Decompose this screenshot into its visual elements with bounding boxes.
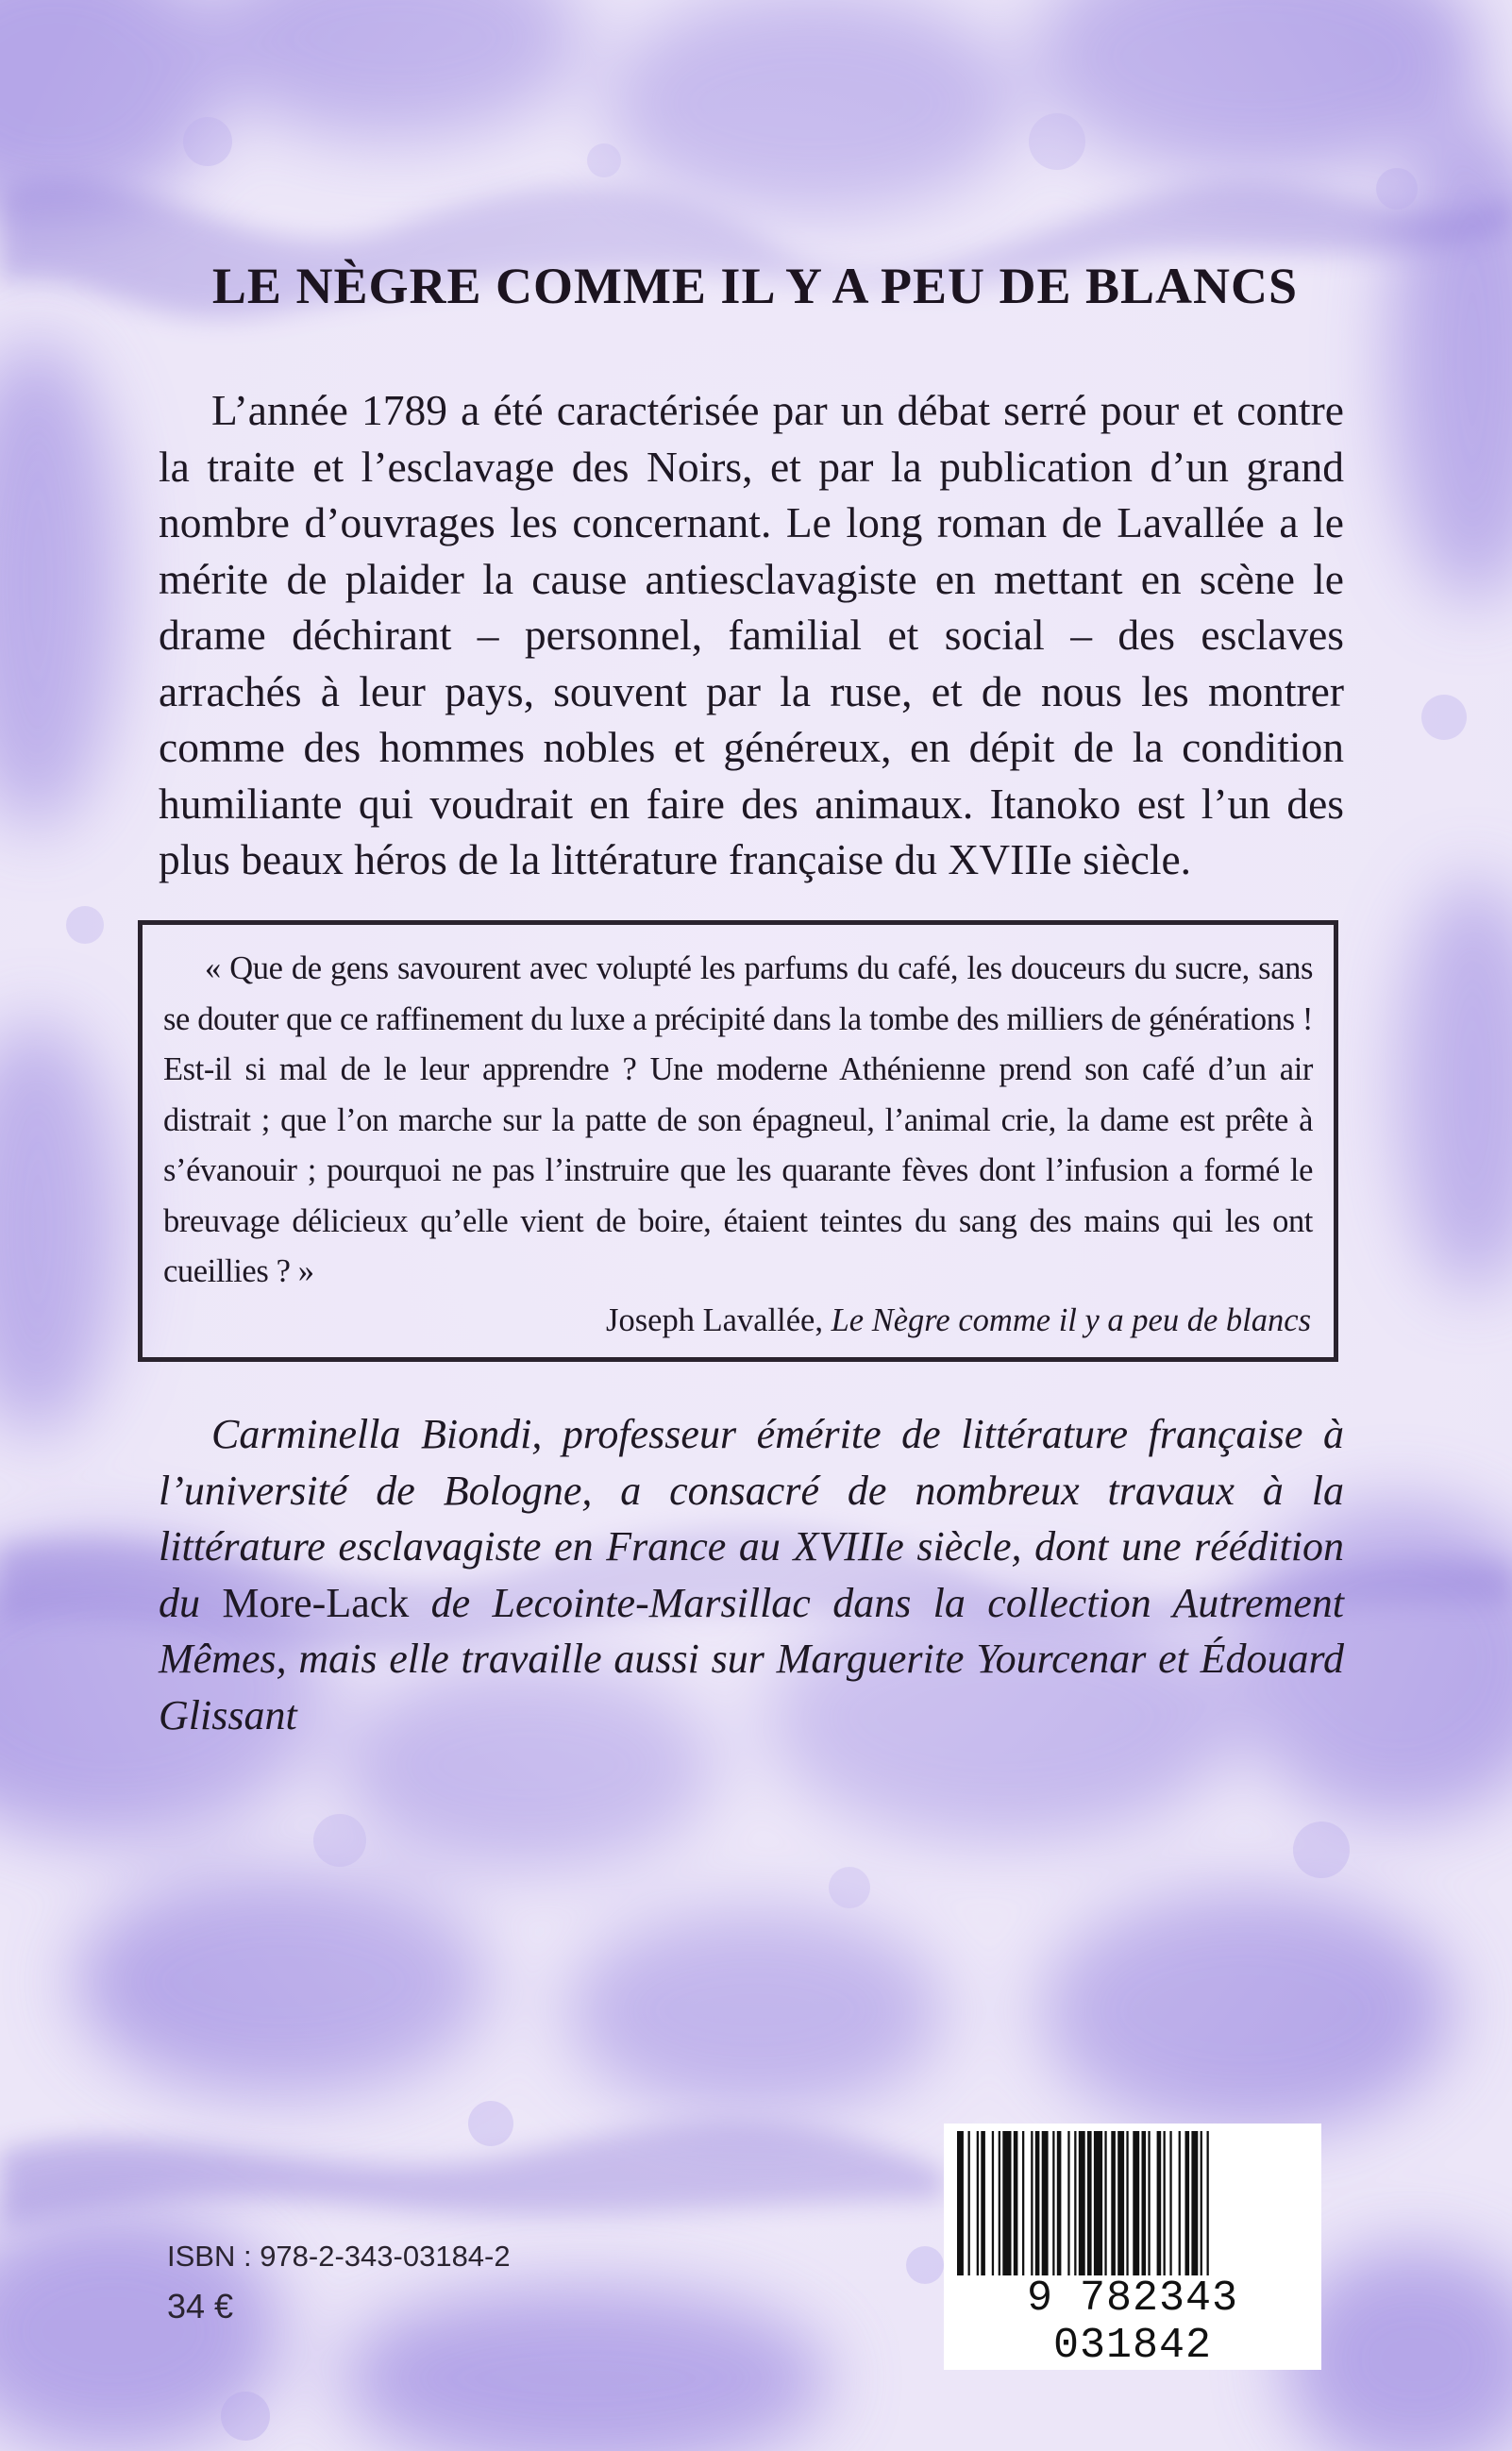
bio-part-2: de Lecointe-Marsillac dans la collection Autrement Mêmes, mais elle travaille aussi sur Marguerite Yourcenar et Édouard Glissant <box>159 1579 1344 1738</box>
barcode-bar <box>992 2131 994 2277</box>
barcode-bar <box>1042 2131 1049 2277</box>
barcode-bar <box>1185 2131 1190 2277</box>
barcode-bar <box>1117 2131 1124 2277</box>
barcode-bar <box>1057 2131 1062 2277</box>
barcode-bar <box>1207 2131 1209 2277</box>
bio-roman-title: More-Lack <box>222 1579 410 1626</box>
barcode-bar <box>1126 2131 1128 2277</box>
barcode-bar <box>1148 2131 1150 2277</box>
quote-author: Joseph Lavallée, <box>606 1301 823 1338</box>
barcode-bar <box>1133 2131 1139 2277</box>
quote-box <box>138 920 1338 1362</box>
barcode-bar <box>1169 2131 1171 2277</box>
barcode-bar <box>957 2131 964 2277</box>
barcode-bar <box>1094 2131 1102 2277</box>
barcode-bar <box>1111 2131 1116 2277</box>
barcode-bar <box>1201 2131 1202 2277</box>
barcode-bar <box>1014 2131 1018 2277</box>
barcode-bar <box>1079 2131 1085 2277</box>
barcode-bar <box>1179 2131 1181 2277</box>
barcode-bar <box>1035 2131 1040 2277</box>
barcode-bar <box>1104 2131 1106 2277</box>
barcode-bar <box>981 2131 985 2277</box>
price: 34 € <box>167 2287 234 2325</box>
barcode-digits: 9 782343 031842 <box>944 2275 1321 2370</box>
barcode-bar <box>1052 2131 1054 2277</box>
quote-attribution <box>163 1298 1313 1343</box>
barcode-bar <box>968 2131 970 2277</box>
barcode-bar <box>1002 2131 1011 2277</box>
isbn: ISBN : 978-2-343-03184-2 <box>167 2240 511 2273</box>
barcode-bar <box>1087 2131 1092 2277</box>
barcode-bars <box>944 2124 1321 2279</box>
barcode-bar <box>1067 2131 1069 2277</box>
barcode-bar <box>1142 2131 1147 2277</box>
bio-part-1: Carminella Biondi, professeur émérite de littérature française à l’université de Bologne, a consacré de nombreux travaux à la littérature esclavagiste en France au XVIIIe siècle, dont une réédition du <box>159 1411 1344 1626</box>
quote-work-title: Le Nègre comme il y a peu de blancs <box>831 1301 1311 1338</box>
barcode-bar <box>1191 2131 1198 2277</box>
quote-text: « Que de gens savourent avec volupté les parfums du café, les douceurs du sucre, sans se douter que ce raffinement du luxe a précipité dans la tombe des milliers de générations ! Est-il si mal de le leur apprendre ? Une moderne Athénienne prend son café d’un air distrait ; que l’on marche sur la patte de son épagneul, l’animal crie, la dame est prête à s’évanouir ; pourquoi ne pas l’instruire que les quarante fèves dont l’infusion a formé le breuvage délicieux qu’elle vient de boire, étaient teintes du sang des mains qui les ont cueillies ? » <box>163 950 1313 1289</box>
barcode-bar <box>1074 2131 1076 2277</box>
barcode-bar <box>1031 2131 1033 2277</box>
barcode-bar <box>977 2131 979 2277</box>
barcode-bar <box>999 2131 1000 2277</box>
barcode-bar <box>1022 2131 1024 2277</box>
author-bio <box>159 1406 1344 1743</box>
barcode-bar <box>1157 2131 1162 2277</box>
book-title: LE NÈGRE COMME IL Y A PEU DE BLANCS <box>211 258 1299 314</box>
barcode-bar <box>1164 2131 1166 2277</box>
intro-paragraph: L’année 1789 a été caractérisée par un débat serré pour et contre la traite et l’esclavage des Noirs, et par la publication d’un grand nombre d’ouvrages les concernant. Le long roman de Lavallée a le mérite de plaider la cause antiesclavagiste en mettant en scène le drame déchirant – personnel, familial et social – des esclaves arrachés à leur pays, souvent par la ruse, et de nous les montrer comme des hommes nobles et généreux, en dépit de la condition humiliante qui voudrait en faire des animaux. Itanoko est l’un des plus beaux héros de la littérature française du XVIIIe siècle. <box>159 386 1344 883</box>
